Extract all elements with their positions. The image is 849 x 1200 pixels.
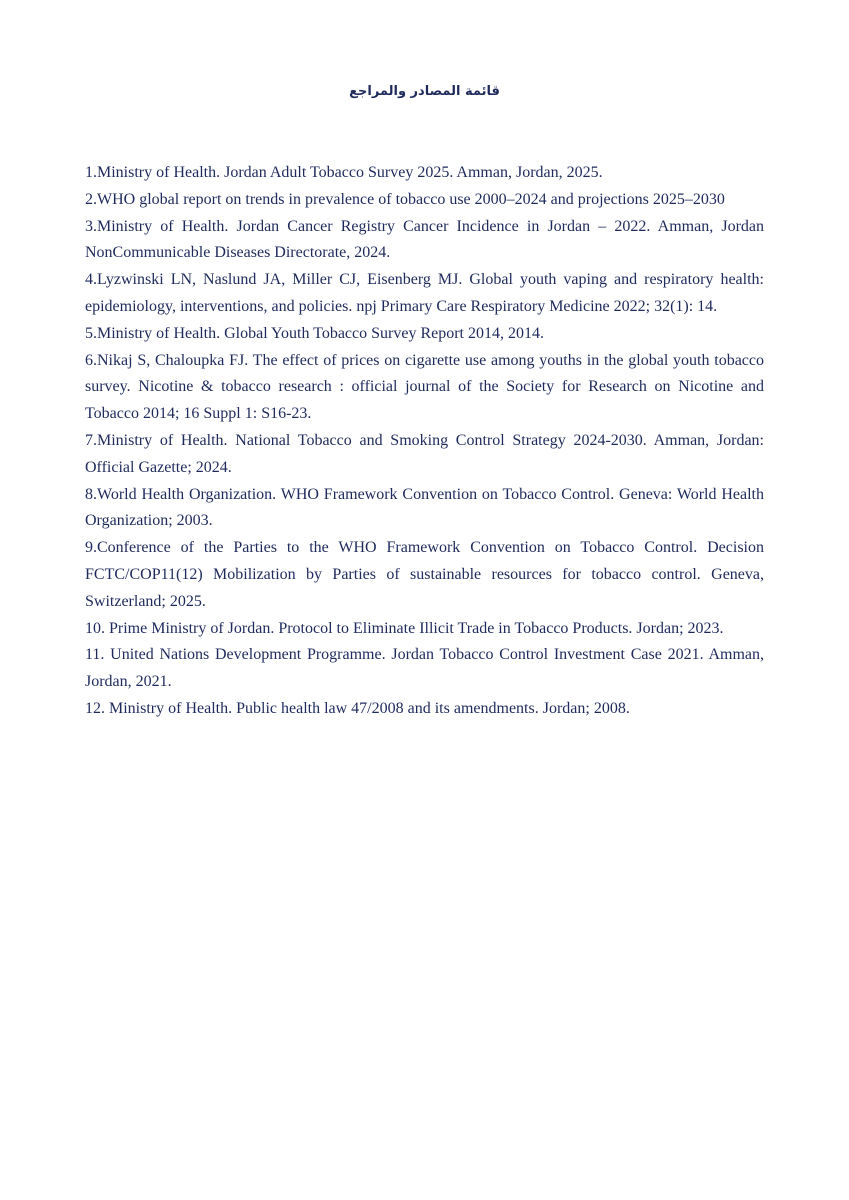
reference-item-4: 4.Lyzwinski LN, Naslund JA, Miller CJ, Eisenberg MJ. Global youth vaping and respiratory health: epidemiology, interventions, and policies. npj Primary Care Respiratory Medicine 2022; 32(1): 14. — [85, 271, 764, 315]
page-title: قائمة المصادر والمراجع — [349, 84, 500, 99]
reference-item-5: 5.Ministry of Health. Global Youth Tobacco Survey Report 2014, 2014. — [85, 324, 544, 342]
reference-item-3: 3.Ministry of Health. Jordan Cancer Registry Cancer Incidence in Jordan – 2022. Amman, Jordan NonCommunicable Diseases Directorate, 2024. — [85, 217, 764, 262]
reference-item-1: 1.Ministry of Health. Jordan Adult Tobacco Survey 2025. Amman, Jordan, 2025. — [85, 164, 603, 181]
reference-item-2: 2.WHO global report on trends in prevalence of tobacco use 2000–2024 and projections 2025–2030 — [85, 190, 725, 208]
reference-item-11: 11. United Nations Development Programme. Jordan Tobacco Control Investment Case 2021. Amman, Jordan, 2021. — [85, 646, 764, 691]
reference-item-8: 8.World Health Organization. WHO Framework Convention on Tobacco Control. Geneva: World Health Organization; 2003. — [85, 485, 764, 530]
reference-item-7: 7.Ministry of Health. National Tobacco and Smoking Control Strategy 2024-2030. Amman, Jordan: Official Gazette; 2024. — [85, 431, 764, 476]
reference-item-10: 10. Prime Ministry of Jordan. Protocol to Eliminate Illicit Trade in Tobacco Products. Jordan; 2023. — [85, 619, 724, 637]
reference-item-9: 9.Conference of the Parties to the WHO Framework Convention on Tobacco Control. Decision FCTC/COP11(12) Mobilization by Parties of sustainable resources for tobacco control. Geneva, Switzerland; 2025. — [85, 539, 764, 610]
reference-item-6: 6.Nikaj S, Chaloupka FJ. The effect of prices on cigarette use among youths in the global youth tobacco survey. Nicotine & tobacco research : official journal of the Society for Research on Nicotine and Tobacco 2014; 16 Suppl 1: S16-23. — [85, 351, 764, 423]
reference-item-12: 12. Ministry of Health. Public health law 47/2008 and its amendments. Jordan; 2008. — [85, 699, 630, 717]
reference-list — [85, 160, 764, 723]
